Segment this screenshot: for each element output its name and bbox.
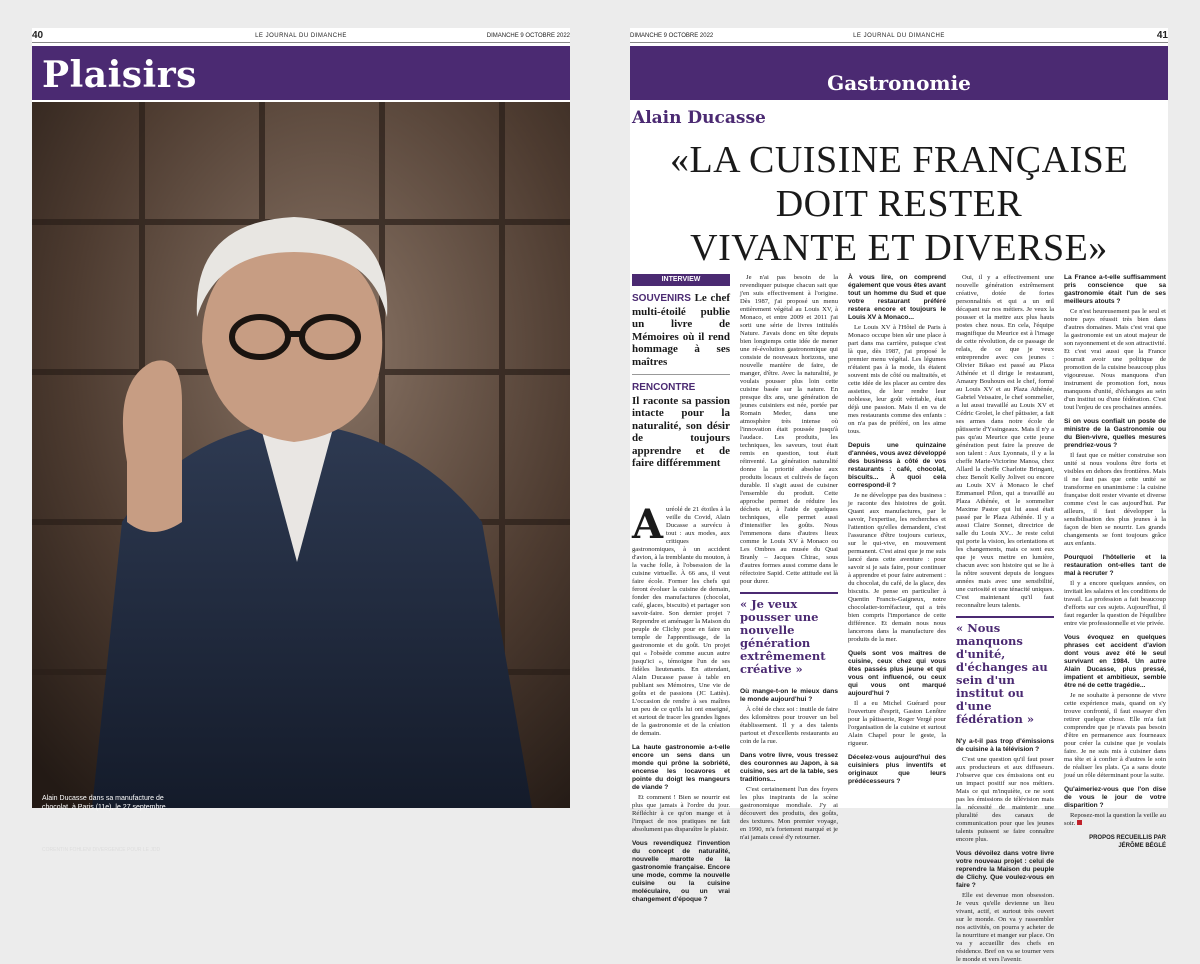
end-mark-icon bbox=[1077, 820, 1082, 825]
interviewee-name: Alain Ducasse bbox=[632, 108, 766, 128]
answer: Je ne développe pas des business : je raconte des histoires de goût. Quant aux manufactures, par le savoir, l'expertise, les recherches et l'attention qu'elles demandent, c'est l'assurance d'être toujours curieux, sur le qui-vive, en mouvement permanent. C'est ainsi que je me suis lancé dans cette aventure : pour savoir si je sais faire, pour continuer à apprendre et pour faire autrement : du chocolat, du café, de la glace, des biscuits. Je pense en particulier à Quentin Francis-Gaigneux, notre chocolatier-torréfacteur, qui a très bien compris l'importance de cette différence. Et demain nous nous lancerons dans la manufacture des produits de la mer. bbox=[848, 492, 946, 643]
question: Si on vous confiait un poste de ministre de la Gastronomie ou du Bien-vivre, quelles mesures prendriez-vous ? bbox=[1064, 418, 1166, 449]
question: Vous revendiquez l'invention du concept de naturalité, nouvelle marotte de la gastronomie française. Encore une mode, comme la nouvelle cuisine ou la cuisine moléculaire, ou un vrai changement d'époque ? bbox=[632, 839, 730, 903]
lead-keyword: RENCONTRE bbox=[632, 382, 696, 393]
answer: Je n'ai pas besoin de la revendiquer puisque chacun sait que j'en suis effectivement à l'origine. Dès 1987, j'ai proposé un menu entièrement végétal au Louis XV, à Monaco, et entre 2009 et 2011 j'ai sorti une série de livres intitulés Nature. J'avais donc en tête depuis bien longtemps cette idée de mener une ré-évolution gastronomique qui consiste de nouveaux horizons, une nouvelle manière de faire, de manger, d'être. Avec la naturalité, je voulais pousser plus loin cette cuisine basée sur la nature. En presque dix ans, une génération de jeunes cuisiniers est née, portée par Romain Meder, dans une atmosphère très intense où l'innovation était poussée jusqu'à l'audace. Les produits, les techniques, les saveurs, tout était remis en question, tout était réinventé. La génération naturalité donne la priorité absolue aux produits locaux et cultivés de façon durable. Il s'agit aussi de cuisiner l'ensemble du produit. Cette approche permet de réduire les déchets et, à l'aide de quelques techniques, elle permet aussi d'intensifier les goûts. Nous l'emmenons dans d'autres lieux comme le Louis XV à Monaco ou Les Ombres au musée du Quai Branly – Jacques Chirac, sous d'autres formes aussi comme dans le réfectoire Sapid. Cette attitude est là pour durer. bbox=[740, 274, 838, 585]
question: Depuis une quinzaine d'années, vous avez développé des business à côté de vos restaurants : café, chocolat, biscuits... À quoi cela correspond-il ? bbox=[848, 442, 946, 489]
answer: Le Louis XV à l'Hôtel de Paris à Monaco occupe bien sûr une place à part dans ma carrière, puisque c'est là que, dès 1987, j'ai proposé le premier menu végétal. Les légumes n'étaient pas à la mode, ils étaient souvent mis de côté ou maltraités, et cette idée de les placer au centre des assiettes, de leur rendre leur noblesse, leur goût véritable, était déjà une passion. Mais il en va de mes restaurants comme des enfants : on n'a pas de préféré, on les aime tous. bbox=[848, 324, 946, 435]
header-rule bbox=[32, 42, 570, 43]
header-rule bbox=[630, 42, 1168, 43]
lead-text: Il raconte sa passion intacte pour la naturalité, son désir de toujours apprendre et de faire différemment bbox=[632, 394, 730, 469]
headline-line: VIVANTE ET DIVERSE» bbox=[690, 227, 1108, 269]
photo-caption: Alain Ducasse dans sa manufacture de chocolat, à Paris (11e), le 27 septembre. bbox=[42, 795, 168, 811]
question: Décelez-vous aujourd'hui des cuisiniers plus inventifs et originaux que leurs prédécesseurs ? bbox=[848, 754, 946, 785]
portrait-photo bbox=[32, 102, 570, 853]
answer: Et comment ! Bien se nourrir est plus que jamais à l'ordre du jour. Réfléchir à ce qu'on mange et à l'impact de nos pratiques ne fait absolument pas disparaître le plaisir. bbox=[632, 793, 730, 833]
lead-text: Le chef multi-étoilé publie un livre de Mémoires où il rend hommage à ses maîtres bbox=[632, 292, 731, 368]
rubrique-band bbox=[630, 46, 1168, 100]
page-date: DIMANCHE 9 OCTOBRE 2022 bbox=[630, 33, 714, 39]
answer: C'est certainement l'un des foyers les plus inspirants de la scène gastronomique mondiale. J'y ai découvert des produits, des goûts, des textures. Mon premier voyage, en 1990, m'a fortement marqué et je n'ai jamais cessé d'y retourner. bbox=[740, 786, 838, 841]
question: Vous dévoilez dans votre livre votre nouveau projet : celui de reprendre la Maison du peuple de Clichy. Que voulez-vous en faire ? bbox=[956, 850, 1054, 889]
page-date: DIMANCHE 9 OCTOBRE 2022 bbox=[486, 33, 570, 39]
question: La France a-t-elle suffisamment pris conscience que sa gastronomie était l'un de ses meilleurs atouts ? bbox=[1064, 274, 1166, 305]
question: La haute gastronomie a-t-elle encore un sens dans un monde qui prône la sobriété, encense les locavores et pointe du doigt les mangeurs de viande ? bbox=[632, 743, 730, 791]
right-page bbox=[630, 28, 1168, 963]
right-folio bbox=[630, 30, 1168, 42]
answer: À côté de chez soi : inutile de faire des kilomètres pour trouver un bel établissement. Il y a des talents partout et d'excellents restaurants au coin de la rue. bbox=[740, 706, 838, 745]
lead-keyword: SOUVENIRS bbox=[632, 293, 691, 304]
question: Vous évoquez en quelques phrases cet accident d'avion dont vous avez été le seul survivant en 1984. Un autre Alain Ducasse, plus pressé, impatient et ambitieux, semble être né de cette tragédie... bbox=[1064, 634, 1166, 689]
portrait-illustration bbox=[32, 102, 570, 808]
paper-name: LE JOURNAL DU DIMANCHE bbox=[255, 33, 347, 39]
answer: Il y a encore quelques années, on invitait les salaires et les conditions de travail. La profession a fait beaucoup d'efforts sur ces sujets. Aujourd'hui, il faut regarder la question de l'équilibre entre vie professionnelle et vie privée. bbox=[1064, 580, 1166, 627]
question: Quels sont vos maîtres de cuisine, ceux chez qui vous êtes passés plus jeune et qui vous ont influencé, ou ceux qui vous ont marqué aujourd'hui ? bbox=[848, 650, 946, 697]
answer: Il faut que ce métier construise son unité si nous voulons être forts et visibles en dehors des frontières. Mais il ne faut pas que cette unité se transforme en unanimisme : la cuisine française doit rester vivante et diverse comme c'est le cas aujourd'hui. Par ailleurs, il faut développer la sensibilisation des plus jeunes à la façon de bien se nourrir. Les grands changements se font toujours grâce aux enfants. bbox=[1064, 452, 1166, 547]
photo-credit: CORENTIN FOHLEN/ DIVERGENCE POUR LE JDD bbox=[42, 847, 161, 853]
answer: Il a eu Michel Guérard pour l'ouverture d'esprit, Gaston Lenôtre pour la pâtisserie, Roger Vergé pour l'organisation de la cuisine et surtout Alain Chapel pour le geste, la rigueur. bbox=[848, 700, 946, 747]
dropcap: A bbox=[632, 500, 664, 548]
headline-line: DOIT RESTER bbox=[775, 183, 1023, 225]
column-2 bbox=[740, 274, 838, 841]
paper-name: LE JOURNAL DU DIMANCHE bbox=[853, 33, 945, 39]
question: Où mange-t-on le mieux dans le monde aujourd'hui ? bbox=[740, 688, 838, 703]
column-1 bbox=[632, 274, 731, 903]
pull-quote: « Nous manquons d'unité, d'échanges au sein d'un institut ou d'une fédération » bbox=[956, 616, 1054, 732]
answer: Je ne souhaite à personne de vivre cette expérience mais, quand on s'y trouve confronté, il faut essayer d'en retirer quelque chose. Elle m'a fait comprendre que je n'avais pas besoin d'être en permanence aux fourneaux pour créer la cuisine que je voulais faire. Je ne suis mis à cuisiner dans ma tête et à confier à d'autres le soin de réaliser les plats. Ça a sans doute joué un rôle déterminant pour la suite. bbox=[1064, 692, 1166, 779]
answer: Oui, il y a effectivement une nouvelle génération extrêmement créative, dotée de fortes personnalités et qui a un œil décapant sur nos métiers. Je veux la pousser et la mettre aux plus hauts postes chez nous. En cela, l'équipe magnifique du Meurice est à l'image de cette révolution, de ce passage de relais, de ce que je veux entreprendre avec ces jeunes : Olivier Bikao est passé au Plaza Athénée et il dirige le restaurant, Amaury Bouhours est le chef, formé au Louis XV et au Plaza Athénée, Gabriel Veissaire, le chef sommelier, a lui aussi travaillé au Louis XV et Cédric Grolet, le chef pâtissier, a fait ses armes dans notre école de pâtisserie d'Yssingeaux. Mais il n'y a pas qu'au Meurice que cette jeune génération peut faire la preuve de son talent : Aux Lyonnais, il y a la cheffe Marie-Victorine Manoa, chez Allard la cheffe Charlotte Bringant, chez Benoît Kelly Jolivet ou encore au Louis XV à Monaco le chef Emmanuel Pilon, qui a travaillé au Plaza Athénée, et le sommelier Maxime Pastor qui lui aussi était passé par le Plaza Athénée. Il y a aussi Claire Sonnet, directrice de salle du Louis XV... Je reste celui qui porte la vision, les orientations et les changements, mais ce sont eux que je veux mettre en lumière, chacun avec son histoire qui se lie à la nôtre souvent depuis de longues années mais avec une sensibilité, une curiosité et une ténacité uniques. C'est maintenant qu'il faut reconnaître leurs talents. bbox=[956, 274, 1054, 609]
page-number: 40 bbox=[32, 30, 44, 41]
pull-quote: « Je veux pousser une nouvelle génération extrêmement créative » bbox=[740, 592, 838, 682]
page-number: 41 bbox=[1156, 30, 1168, 41]
rubrique-title: Gastronomie bbox=[827, 71, 971, 95]
answer bbox=[1064, 812, 1166, 828]
answer-text: Reposez-moi la question la veille au soir. bbox=[1064, 812, 1166, 827]
left-folio bbox=[32, 30, 570, 42]
intro-paragraph bbox=[632, 500, 730, 738]
question: Dans votre livre, vous tressez des couronnes au Japon, à sa cuisine, ses art de la table, ses traditions... bbox=[740, 752, 838, 783]
interview-tag: INTERVIEW bbox=[632, 274, 730, 286]
answer: Elle est devenue mon obsession. Je veux qu'elle devienne un lieu vivant, actif, et surtout très ouvert sur le monde. On va y rassembler nos activités, on pourra y acheter de la nourriture et manger sur place. On va y accueillir des chefs en résidence. Bref on va se tourner vers le monde et vers l'avenir. bbox=[956, 892, 1054, 963]
headline bbox=[630, 138, 1168, 270]
headline-line: «LA CUISINE FRANÇAISE bbox=[669, 139, 1129, 181]
question: À vous lire, on comprend également que vous êtes avant tout un homme du Sud et que votre restaurant préféré restera encore et toujours le Louis XV à Monaco... bbox=[848, 274, 946, 321]
column-4 bbox=[956, 274, 1054, 963]
signature: PROPOS RECUEILLIS PAR JÉRÔME BÉGLÉ bbox=[1089, 835, 1166, 849]
left-page bbox=[32, 28, 570, 853]
lead-souvenirs bbox=[632, 292, 730, 375]
column-3 bbox=[848, 274, 946, 800]
column-5 bbox=[1064, 274, 1166, 849]
question: N'y a-t-il pas trop d'émissions de cuisine à la télévision ? bbox=[956, 738, 1054, 753]
question: Pourquoi l'hôtellerie et la restauration ont-elles tant de mal à recruter ? bbox=[1064, 554, 1166, 577]
answer: C'est une question qu'il faut poser aux producteurs et aux diffuseurs. J'observe que ces émissions ont eu un impact positif sur nos métiers. Mais ce qui m'inquiète, ce ne sont pas les émissions de télévision mais la nécessité de maintenir une pluralité des canaux de communication pour que les jeunes talents puissent se faire connaître encore plus. bbox=[956, 756, 1054, 843]
intro-text: uréolé de 21 étoiles à la veille du Covid, Alain Ducasse a survécu à tout : aux modes, aux critiques gastronomiques, à un accident d'avion, à la tremblante du mouton, à la vache folle, à l'obsession de la cuisine virtuelle. À 66 ans, il veut faire école. Former les chefs qui feront évoluer la cuisine de demain, fonder des manufactures (chocolat, café, glaces, biscuits) et partager son savoir-faire. Son dernier projet ? Reprendre et aménager la Maison du peuple de Clichy pour en faire un temple de l'apprentissage, de la gastronomie et du goût. Un projet qui « l'obsède comme aucun autre jusqu'ici », témoigne l'un de ses fidèles lieutenants. En attendant, Alain Ducasse passe à table en publiant ses Mémoires, Une vie de goûts et de passions (JC Lattès). L'occasion de rendre à ses maîtres un peu de ce qu'ils lui ont enseigné, et surtout de tracer les grandes lignes de la gastronomie et de la création de demain. bbox=[632, 505, 730, 737]
question: Qu'aimeriez-vous que l'on dise de vous le jour de votre disparition ? bbox=[1064, 786, 1166, 809]
section-band bbox=[32, 46, 570, 100]
lead-rencontre bbox=[632, 381, 730, 476]
answer: Ce n'est heureusement pas le seul et notre pays réussit très bien dans d'autres domaines. Mais c'est vrai que la gastronomie est un atout majeur de son rayonnement et de son attractivité. Et c'est vrai aussi que la France pourrait avoir une politique de promotion de la cuisine beaucoup plus vigoureuse. Nous manquons d'un instrument de promotion fort, nous manquons d'unité, d'échanges au sein d'un institut ou d'une fédération. C'est tout l'enjeu de ces prochaines années. bbox=[1064, 308, 1166, 411]
section-title: Plaisirs bbox=[42, 54, 197, 96]
